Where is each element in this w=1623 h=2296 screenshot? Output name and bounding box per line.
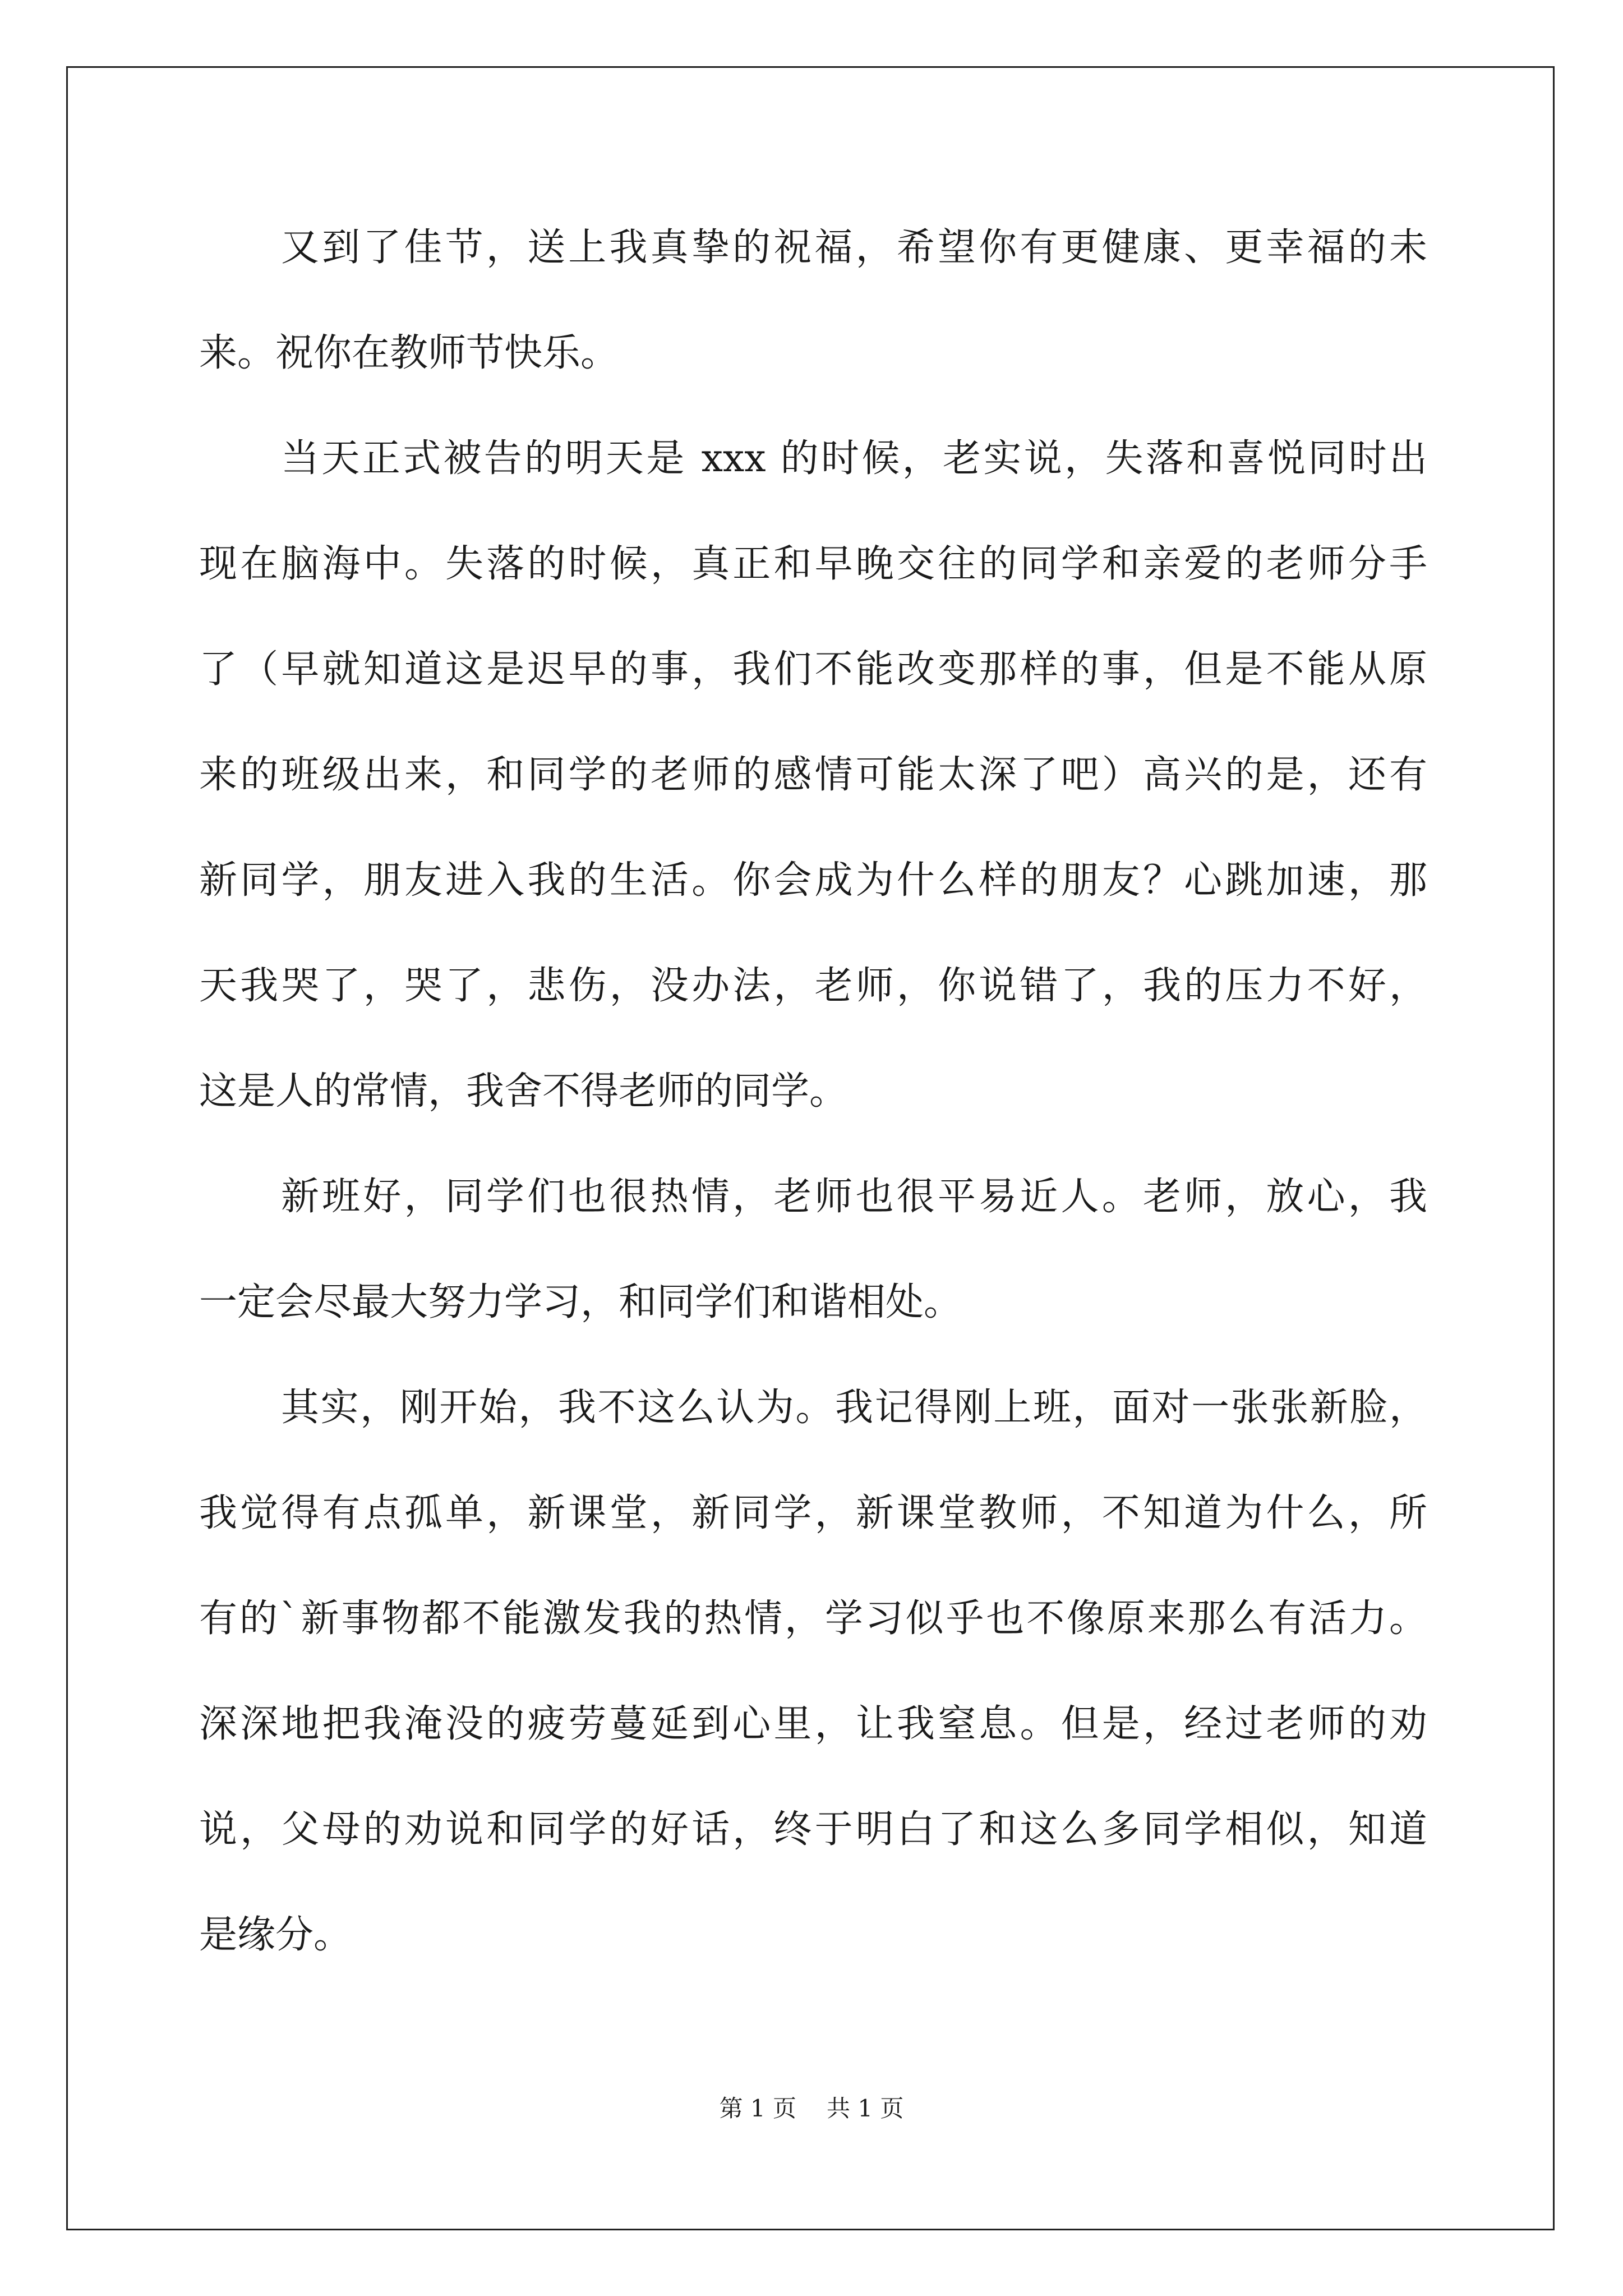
page-footer (0, 2090, 1623, 2124)
text-line: 又到了佳节，送上我真挚的祝福，希望你有更健康、更幸福的未 (281, 226, 1427, 270)
text-line: 来的班级出来，和同学的老师的感情可能太深了吧）高兴的是，还有 (199, 753, 1427, 797)
text-line: 新同学，朋友进入我的生活。你会成为什么样的朋友？心跳加速，那 (199, 858, 1427, 903)
text-line: 现在脑海中。失落的时候，真正和早晚交往的同学和亲爱的老师分手 (199, 542, 1427, 586)
text-line: 新班好，同学们也很热情，老师也很平易近人。老师，放心，我 (281, 1175, 1427, 1219)
text-line: 来。祝你在教师节快乐。 (199, 331, 619, 375)
paragraph-3 (199, 1169, 1427, 1380)
document-body (199, 220, 1427, 2013)
text-line: 一定会尽最大努力学习，和同学们和谐相处。 (199, 1280, 962, 1324)
text-line: 说，父母的劝说和同学的好话，终于明白了和这么多同学相似，知道 (199, 1807, 1427, 1852)
paragraph-1 (199, 220, 1427, 431)
text-line: 我觉得有点孤单，新课堂，新同学，新课堂教师，不知道为什么，所 (199, 1491, 1427, 1535)
text-line: 是缘分。 (199, 1913, 352, 1957)
page-number-total: 共 1 页 (827, 2095, 904, 2122)
paragraph-2 (199, 431, 1427, 1169)
text-line: 天我哭了，哭了，悲伤，没办法，老师，你说错了，我的压力不好， (199, 964, 1427, 1008)
text-line: 了（早就知道这是迟早的事，我们不能改变那样的事，但是不能从原 (199, 647, 1427, 692)
text-line: 深深地把我淹没的疲劳蔓延到心里，让我窒息。但是，经过老师的劝 (199, 1702, 1427, 1746)
text-line: 有的`新事物都不能激发我的热情，学习似乎也不像原来那么有活力。 (199, 1596, 1427, 1641)
page-number-current: 第 1 页 (719, 2095, 796, 2122)
paragraph-4 (199, 1380, 1427, 2013)
text-line: 这是人的常情，我舍不得老师的同学。 (199, 1069, 848, 1114)
text-line: 其实，刚开始，我不这么认为。我记得刚上班，面对一张张新脸， (281, 1386, 1427, 1430)
text-line: 当天正式被告的明天是 xxx 的时候，老实说，失落和喜悦同时出 (281, 436, 1427, 481)
